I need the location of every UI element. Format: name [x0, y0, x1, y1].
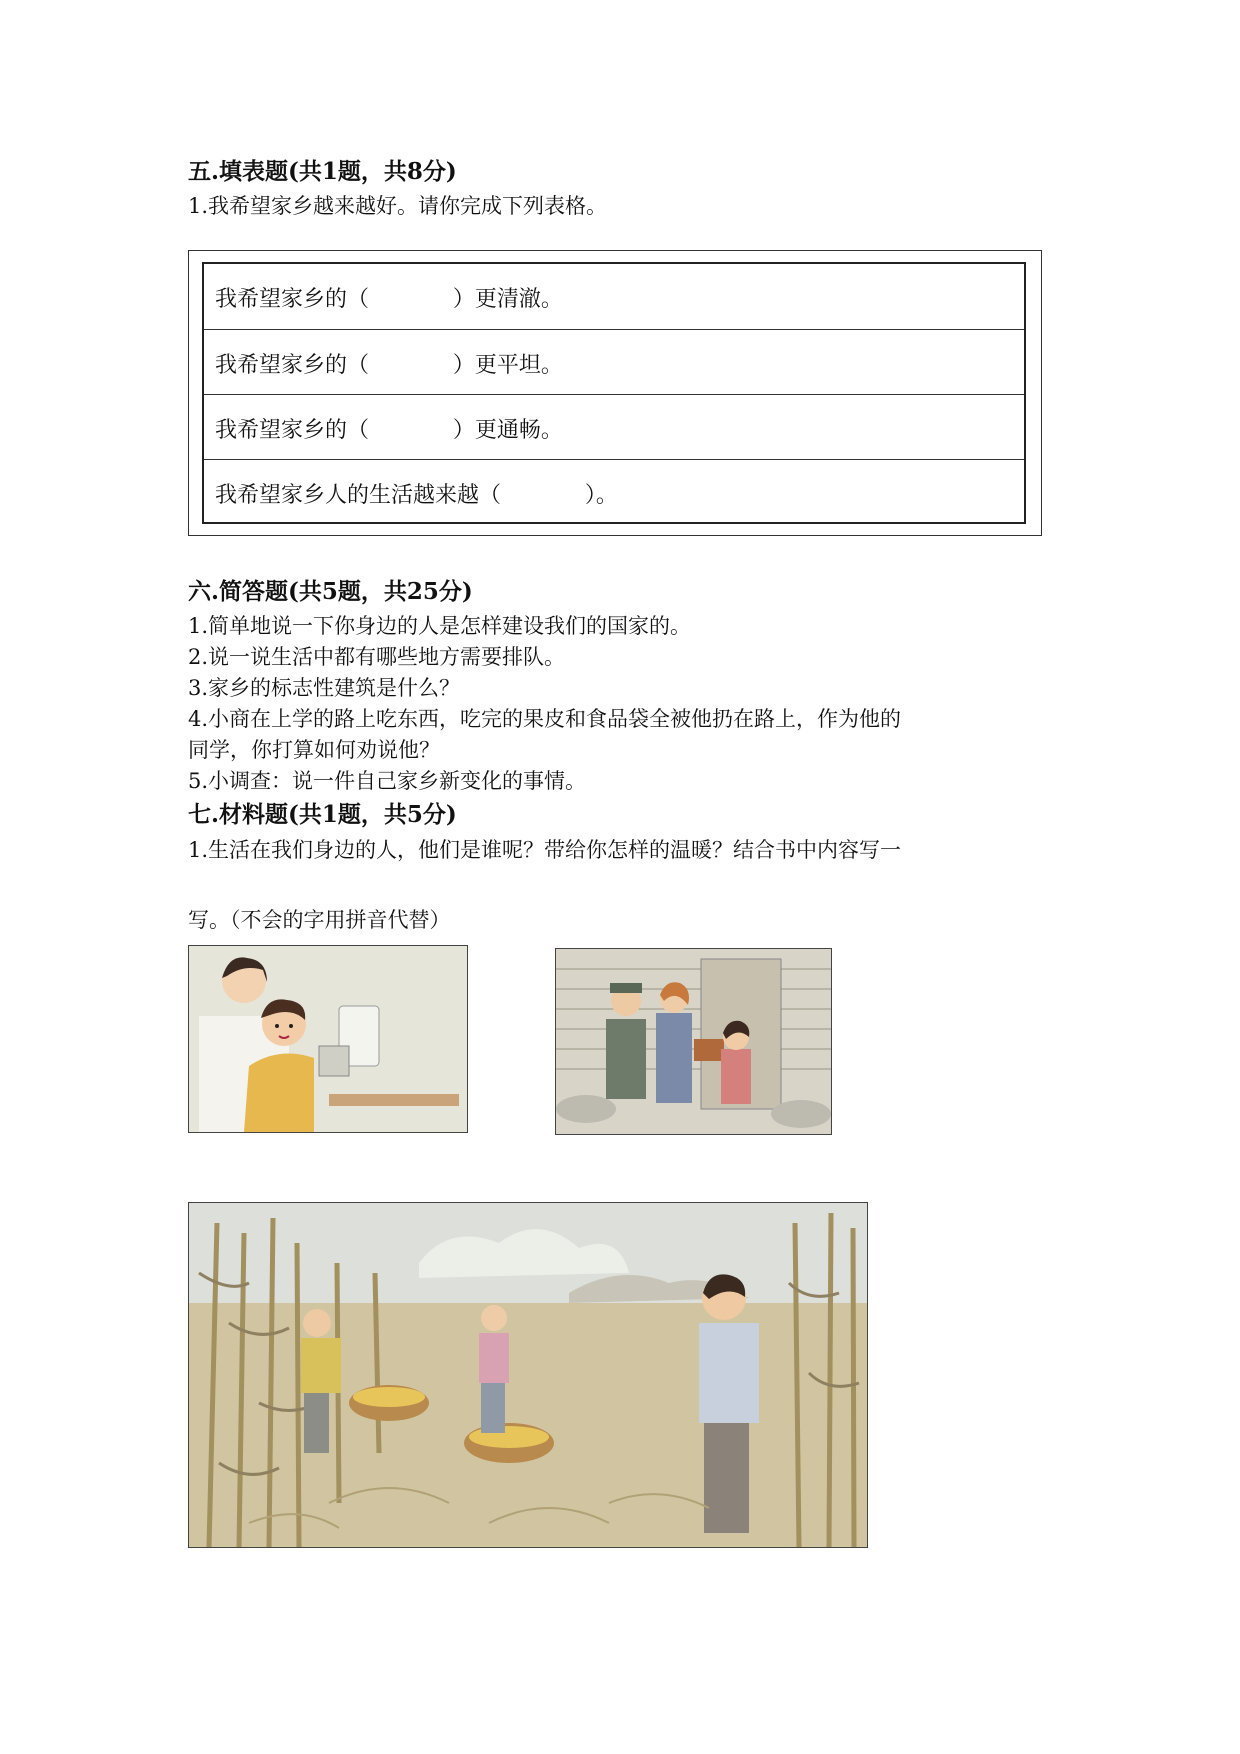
- section7-question-1-cont: 写。（不会的字用拼音代替）: [188, 908, 451, 932]
- table-row[interactable]: [204, 459, 1024, 525]
- section6-question-4: 4.小商在上学的路上吃东西，吃完的果皮和食品袋全被他扔在路上，作为他的: [188, 707, 902, 731]
- table-row-text: 我希望家乡人的生活越来越（ ）。: [215, 483, 618, 508]
- table-row-text: 我希望家乡的（ ）更清澈。: [215, 287, 563, 312]
- barber-illustration: [188, 945, 468, 1133]
- table-row-text: 我希望家乡的（ ）更通畅。: [215, 418, 563, 443]
- section6-question-1: 1.简单地说一下你身边的人是怎样建设我们的国家的。: [188, 614, 692, 638]
- mail-delivery-illustration: [555, 948, 832, 1135]
- table-row[interactable]: [204, 264, 1024, 329]
- section6-heading: 六.简答题(共5题，共25分): [188, 578, 473, 605]
- section7-heading: 七.材料题(共1题，共5分): [188, 801, 457, 828]
- section6-question-2: 2.说一说生活中都有哪些地方需要排队。: [188, 645, 566, 669]
- fill-in-table: [188, 250, 1042, 536]
- section6-question-3: 3.家乡的标志性建筑是什么？: [188, 676, 461, 700]
- table-row[interactable]: [204, 329, 1024, 395]
- table-row-text: 我希望家乡的（ ）更平坦。: [215, 353, 563, 378]
- section5-question-1: 1.我希望家乡越来越好。请你完成下列表格。: [188, 194, 608, 218]
- section6-question-4-cont: 同学，你打算如何劝说他？: [188, 738, 440, 762]
- table-row[interactable]: [204, 394, 1024, 460]
- section5-heading: 五.填表题(共1题，共8分): [188, 158, 457, 185]
- section7-question-1: 1.生活在我们身边的人，他们是谁呢？带给你怎样的温暖？结合书中内容写一: [188, 838, 902, 862]
- corn-harvest-illustration: [188, 1202, 868, 1548]
- section6-question-5: 5.小调查：说一件自己家乡新变化的事情。: [188, 769, 587, 793]
